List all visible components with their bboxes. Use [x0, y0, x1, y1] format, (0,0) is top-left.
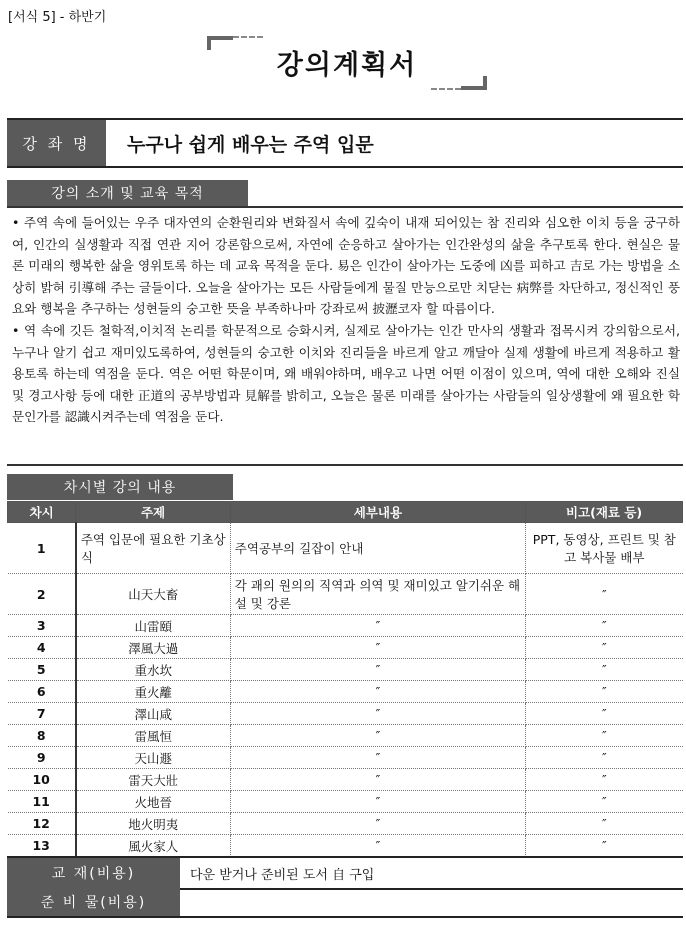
session-note: ″ — [526, 747, 683, 769]
session-detail: 주역공부의 길잡이 안내 — [230, 523, 525, 574]
table-row — [8, 835, 683, 857]
session-topic: 雷風恒 — [76, 725, 230, 747]
intro-paragraph: • 주역 속에 들어있는 우주 대자연의 순환원리와 변화질서 속에 깊숙이 내재 되어있는 참 진리와 심오한 이치 등을 궁구하여, 인간의 실생활과 직접 연관 지어 강론함으로써, 자연에 순응하고 살아가는 인간완성의 삶을 추구토록 한다. 현실은 물론 미래의 행복한 삶을 영위토록 하는 데 교육 목적을 둔다. 易은 인간이 살아가는 도중에 凶를 피하고 吉로 가는 방법을 소상히 밝혀 引導해 주는 글들이다. 오늘을 살아가는 모든 사람들에게 물질 만능으로만 치닫는 病弊를 차단하고, 정신적인 풍요와 행복을 추구하는 성현들의 숭고한 뜻을 부족하나마 강좌로써 披瀝코자 할 따름이다. — [12, 215, 680, 317]
supplies-label: 준 비 물(비용) — [7, 888, 180, 916]
table-row — [8, 769, 683, 791]
document-title-frame — [207, 36, 487, 90]
table-row — [8, 813, 683, 835]
table-row — [8, 725, 683, 747]
table-row — [8, 747, 683, 769]
session-note: ″ — [526, 659, 683, 681]
table-row — [8, 791, 683, 813]
session-no: 11 — [8, 791, 76, 813]
session-no: 2 — [8, 574, 76, 615]
session-note: ″ — [526, 813, 683, 835]
table-row — [8, 681, 683, 703]
session-note: ″ — [526, 835, 683, 857]
session-note: ″ — [526, 703, 683, 725]
session-topic: 地火明夷 — [76, 813, 230, 835]
session-detail: ″ — [230, 791, 525, 813]
title-corner-bottom-right — [461, 76, 487, 90]
materials-value: 다운 받거나 준비된 도서 自 구입 — [190, 867, 375, 883]
intro-bottom-rule — [7, 464, 683, 466]
materials-row — [7, 856, 683, 890]
table-row — [8, 659, 683, 681]
materials-label: 교 재(비용) — [7, 858, 180, 888]
session-topic: 重火離 — [76, 681, 230, 703]
table-row — [8, 523, 683, 574]
session-no: 13 — [8, 835, 76, 857]
table-row — [8, 703, 683, 725]
session-note: ″ — [526, 681, 683, 703]
session-detail: ″ — [230, 747, 525, 769]
session-detail: ″ — [230, 615, 525, 637]
session-no: 8 — [8, 725, 76, 747]
title-dash-bottom — [431, 88, 461, 90]
header-session-no: 차시 — [8, 502, 76, 523]
session-no: 6 — [8, 681, 76, 703]
session-topic: 重水坎 — [76, 659, 230, 681]
document-title: 강의계획서 — [276, 50, 418, 81]
session-note: ″ — [526, 769, 683, 791]
session-no: 1 — [8, 523, 76, 574]
session-no: 12 — [8, 813, 76, 835]
session-detail: ″ — [230, 703, 525, 725]
title-dash-top — [233, 36, 263, 38]
session-topic: 山雷頤 — [76, 615, 230, 637]
session-detail: ″ — [230, 813, 525, 835]
session-topic: 山天大畜 — [76, 574, 230, 615]
session-detail: ″ — [230, 659, 525, 681]
course-name-row — [7, 118, 683, 168]
schedule-section-heading: 차시별 강의 내용 — [7, 474, 233, 500]
header-detail: 세부내용 — [230, 502, 525, 523]
session-topic: 天山遯 — [76, 747, 230, 769]
session-note: ″ — [526, 637, 683, 659]
session-topic: 風火家人 — [76, 835, 230, 857]
header-note: 비고(재료 등) — [526, 502, 683, 523]
session-no: 9 — [8, 747, 76, 769]
session-detail: ″ — [230, 725, 525, 747]
session-note: ″ — [526, 725, 683, 747]
course-name-value: 누구나 쉽게 배우는 주역 입문 — [127, 133, 374, 156]
session-detail: 각 괘의 원의의 직역과 의역 및 재미있고 알기쉬운 해설 및 강론 — [230, 574, 525, 615]
session-detail: ″ — [230, 681, 525, 703]
session-detail: ″ — [230, 637, 525, 659]
session-note: PPT, 동영상, 프린트 및 참고 복사물 배부 — [526, 523, 683, 574]
intro-section-heading: 강의 소개 및 교육 목적 — [7, 180, 248, 206]
session-note: ″ — [526, 791, 683, 813]
session-topic: 주역 입문에 필요한 기초상식 — [76, 523, 230, 574]
supplies-row — [7, 888, 683, 918]
intro-paragraph: • 역 속에 깃든 철학적,이치적 논리를 학문적으로 승화시켜, 실제로 살아가는 인간 만사의 생활과 접목시켜 강의함으로서, 누구나 알기 쉽고 재미있도록하여, 성현들의 숭고한 이치와 진리들을 바르게 알고 깨달아 실제 생활에 바르게 적용하고 활용토록 하는데 역점을 둔다. 역은 어떤 학문이며, 왜 배워야하며, 배우고 나면 어떤 이점이 있으며, 역에 대한 오해와 진실 및 경고사항 등에 대한 正道의 공부방법과 見解를 밝히고, 오늘은 물론 미래를 살아가는 사람들의 일상생활에 왜 필요한 학문인가를 認識시켜주는데 역점을 둔다. — [12, 322, 680, 425]
intro-text — [12, 212, 680, 428]
session-no: 3 — [8, 615, 76, 637]
session-no: 7 — [8, 703, 76, 725]
intro-section-rule — [7, 206, 683, 208]
table-row — [8, 574, 683, 615]
session-topic: 雷天大壯 — [76, 769, 230, 791]
session-note: ″ — [526, 615, 683, 637]
schedule-table — [7, 501, 683, 857]
session-topic: 火地晉 — [76, 791, 230, 813]
session-topic: 澤風大過 — [76, 637, 230, 659]
table-row — [8, 637, 683, 659]
table-row — [8, 615, 683, 637]
course-name-label: 강 좌 명 — [7, 120, 106, 166]
session-no: 4 — [8, 637, 76, 659]
session-detail: ″ — [230, 769, 525, 791]
session-note: ″ — [526, 574, 683, 615]
schedule-header-row — [8, 502, 683, 523]
session-detail: ″ — [230, 835, 525, 857]
form-number-label: [서식 5] - 하반기 — [8, 10, 107, 25]
session-no: 10 — [8, 769, 76, 791]
session-no: 5 — [8, 659, 76, 681]
header-topic: 주제 — [76, 502, 230, 523]
session-topic: 澤山咸 — [76, 703, 230, 725]
